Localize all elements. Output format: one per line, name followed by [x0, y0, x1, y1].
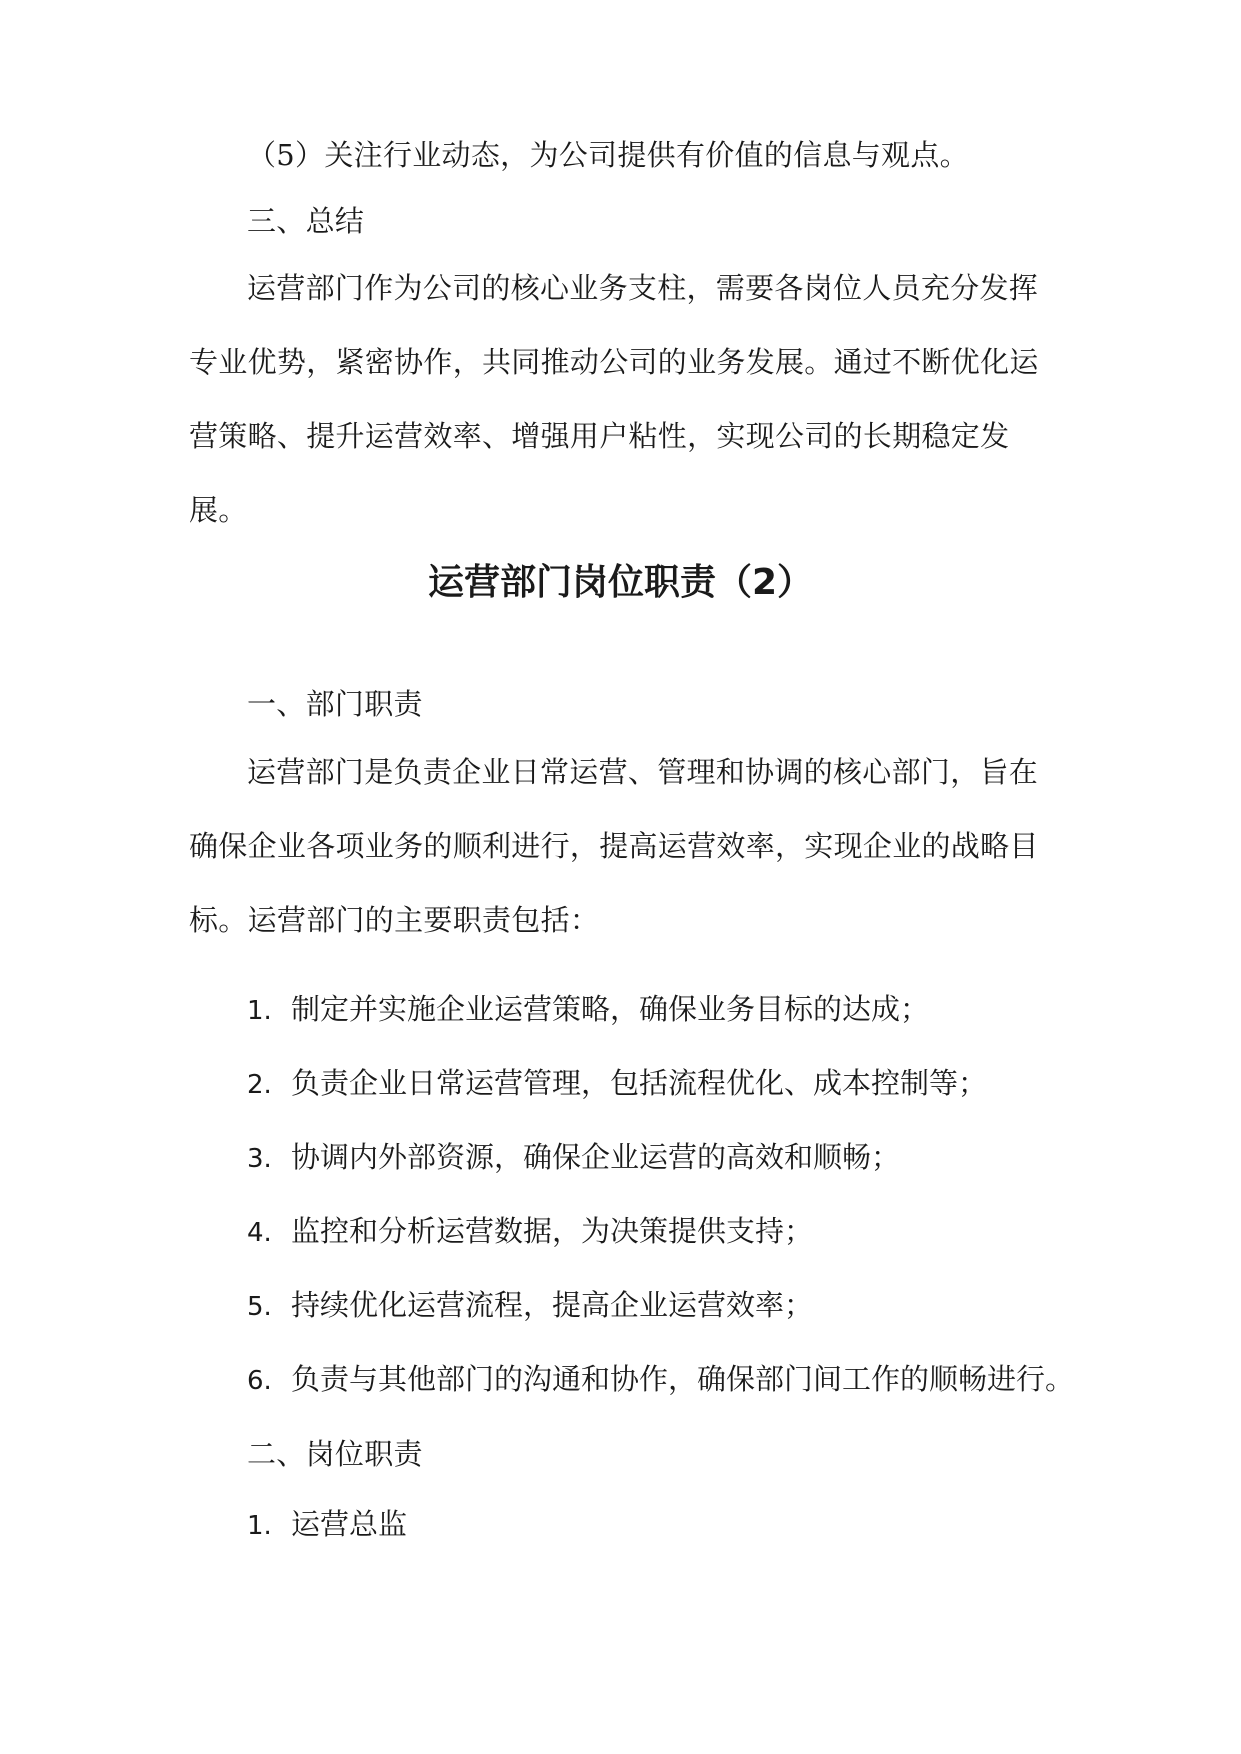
duty-item-text: 监控和分析运营数据，为决策提供支持； — [291, 1214, 814, 1248]
duty-item-number: 2. — [247, 1070, 272, 1100]
duty-item-number: 5. — [247, 1292, 272, 1322]
position-item-text: 运营总监 — [291, 1507, 408, 1541]
position-item-number: 1. — [247, 1511, 272, 1541]
part-2-section-1-paragraph: 运营部门是负责企业日常运营、管理和协调的核心部门，旨在确保企业各项业务的顺利进行，提高运营效率，实现企业的战略目标。运营部门的主要职责包括： — [189, 755, 1039, 937]
duty-item-number: 6. — [247, 1366, 272, 1396]
intro-item-5: （5）关注行业动态，为公司提供有价值的信息与观点。 — [247, 138, 969, 172]
section-3-paragraph: 运营部门作为公司的核心业务支柱，需要各岗位人员充分发挥专业优势，紧密协作，共同推动公司的业务发展。通过不断优化运营策略、提升运营效率、增强用户粘性，实现公司的长期稳定发展。 — [189, 271, 1039, 527]
duty-item-number: 3. — [247, 1144, 272, 1174]
part-2-section-2-heading: 二、岗位职责 — [247, 1437, 423, 1471]
duty-item-number: 4. — [247, 1218, 272, 1248]
duty-item-text: 负责企业日常运营管理，包括流程优化、成本控制等； — [291, 1066, 988, 1100]
duty-item-5 — [247, 1285, 813, 1327]
duty-item-1 — [247, 989, 929, 1031]
section-3-heading: 三、总结 — [247, 204, 365, 238]
duty-item-text: 制定并实施企业运营策略，确保业务目标的达成； — [291, 992, 930, 1026]
duty-item-text: 持续优化运营流程，提高企业运营效率； — [291, 1288, 814, 1322]
duty-item-3 — [247, 1137, 900, 1179]
duty-item-text: 负责与其他部门的沟通和协作，确保部门间工作的顺畅进行。 — [291, 1362, 1075, 1396]
duty-item-text: 协调内外部资源，确保企业运营的高效和顺畅； — [291, 1140, 901, 1174]
part-2-section-1-heading: 一、部门职责 — [247, 687, 423, 721]
part-2-title: 运营部门岗位职责（2） — [427, 562, 814, 603]
duty-item-4 — [247, 1211, 813, 1253]
position-item-1 — [247, 1504, 407, 1546]
duty-item-number: 1. — [247, 996, 272, 1026]
duty-item-2 — [247, 1063, 987, 1105]
duty-item-6 — [247, 1359, 1074, 1401]
